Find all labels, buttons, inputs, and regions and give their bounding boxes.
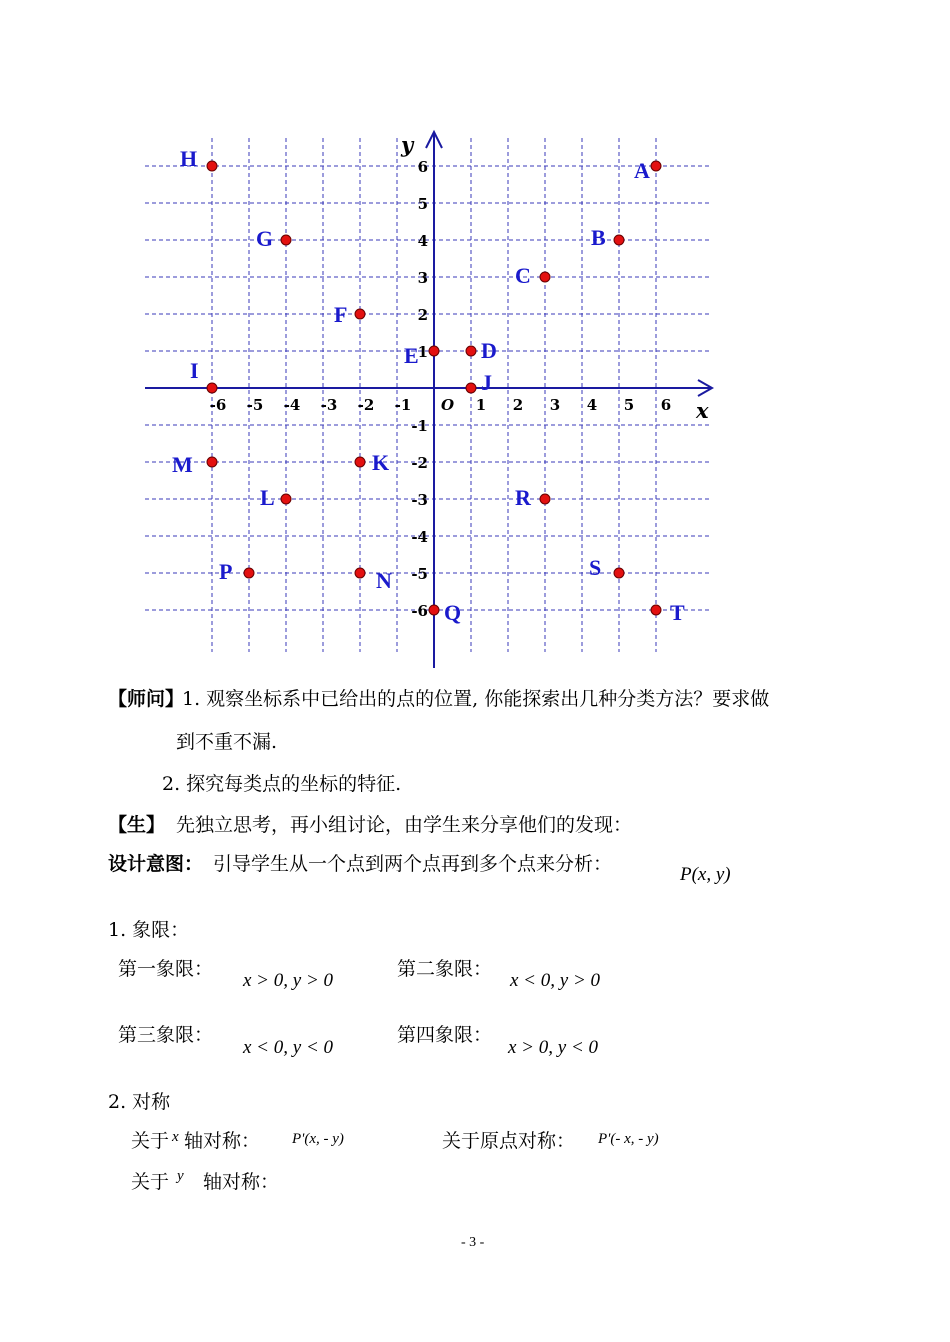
point-label-h: H xyxy=(180,146,198,171)
point-d xyxy=(466,346,476,356)
y-tick-label: -5 xyxy=(411,565,428,583)
quadrant-4-formula: x > 0, y < 0 xyxy=(508,1037,599,1058)
x-tick-label: -5 xyxy=(246,396,264,414)
y-tick-label: 3 xyxy=(417,269,428,287)
point-label-p: P xyxy=(219,559,233,584)
point-t xyxy=(651,605,661,615)
x-tick-label: 6 xyxy=(660,396,672,414)
point-c xyxy=(540,272,550,282)
point-label-j: J xyxy=(481,370,492,395)
teacher-question-1: 1. 观察坐标系中已给出的点的位置, 你能探索出几种分类方法？要求做 xyxy=(182,688,770,710)
x-axis-label: x xyxy=(696,398,709,423)
point-label-e: E xyxy=(404,343,419,368)
point-label-i: I xyxy=(190,358,199,383)
x-tick-label: -4 xyxy=(283,396,301,414)
teacher-question-1-continued: 到不重不漏. xyxy=(176,731,278,753)
origin-label: O xyxy=(441,396,455,414)
y-tick-label: 1 xyxy=(417,343,428,361)
quadrant-2-label: 第二象限： xyxy=(397,958,493,980)
x-tick-label: -2 xyxy=(357,396,375,414)
y-tick-label: -3 xyxy=(411,491,428,509)
quadrant-1-formula: x > 0, y > 0 xyxy=(243,970,334,991)
point-label-s: S xyxy=(589,555,602,580)
quadrant-2-formula: x < 0, y > 0 xyxy=(510,970,601,991)
quadrant-1-label: 第一象限： xyxy=(118,958,214,980)
sym-origin-formula: P'(- x, - y) xyxy=(598,1131,659,1147)
point-label-l: L xyxy=(260,485,275,510)
student-tag: 【生】 xyxy=(108,814,166,836)
point-label-b: B xyxy=(591,225,606,250)
teacher-question-2: 2. 探究每类点的坐标的特征. xyxy=(162,773,402,795)
x-tick-label: 3 xyxy=(549,396,561,414)
point-label-m: M xyxy=(172,452,193,477)
point-s xyxy=(614,568,624,578)
x-tick-label: 5 xyxy=(623,396,635,414)
y-tick-label: -4 xyxy=(411,528,428,546)
y-tick-label: 4 xyxy=(417,232,428,250)
point-label-a: A xyxy=(634,158,650,183)
point-r xyxy=(540,494,550,504)
section-1-title: 1. 象限： xyxy=(108,919,190,941)
y-tick-label: -1 xyxy=(411,417,428,435)
x-tick-label: -6 xyxy=(209,396,227,414)
y-tick-label: -2 xyxy=(411,454,428,472)
point-label-c: C xyxy=(515,263,531,288)
sym-x-prefix: 关于 xyxy=(131,1130,170,1152)
y-axis-label: y xyxy=(401,132,414,157)
page-number: - 3 - xyxy=(461,1235,485,1250)
design-tag: 设计意图： xyxy=(108,853,204,875)
x-tick-label: -3 xyxy=(320,396,338,414)
y-tick-label: -6 xyxy=(411,602,428,620)
point-label-q: Q xyxy=(444,600,462,625)
point-a xyxy=(651,161,661,171)
point-label-g: G xyxy=(256,226,274,251)
teacher-tag: 【师问】 xyxy=(108,688,185,710)
design-formula: P(x, y) xyxy=(680,864,731,885)
y-tick-label: 2 xyxy=(417,306,428,324)
point-h xyxy=(207,161,217,171)
point-e xyxy=(429,346,439,356)
sym-y-suffix: 轴对称： xyxy=(203,1171,280,1193)
point-label-t: T xyxy=(670,600,685,625)
point-j xyxy=(466,383,476,393)
point-label-k: K xyxy=(372,450,390,475)
point-m xyxy=(207,457,217,467)
sym-x-suffix: 轴对称： xyxy=(184,1130,261,1152)
point-label-f: F xyxy=(334,302,348,327)
point-f xyxy=(355,309,365,319)
y-tick-label: 6 xyxy=(417,158,428,176)
sym-y-var: y xyxy=(177,1168,184,1184)
point-g xyxy=(281,235,291,245)
quadrant-3-label: 第三象限： xyxy=(118,1024,214,1046)
sym-origin-label: 关于原点对称： xyxy=(442,1130,576,1152)
point-n xyxy=(355,568,365,578)
point-l xyxy=(281,494,291,504)
sym-x-formula: P'(x, - y) xyxy=(292,1131,344,1147)
point-i xyxy=(207,383,217,393)
x-tick-label: 1 xyxy=(475,396,487,414)
point-label-d: D xyxy=(481,338,497,363)
y-tick-label: 5 xyxy=(417,195,428,213)
point-b xyxy=(614,235,624,245)
x-tick-label: 4 xyxy=(586,396,598,414)
sym-y-prefix: 关于 xyxy=(131,1171,170,1193)
quadrant-4-label: 第四象限： xyxy=(397,1024,493,1046)
sym-x-var: x xyxy=(172,1129,179,1145)
point-k xyxy=(355,457,365,467)
design-text: 引导学生从一个点到两个点再到多个点来分析： xyxy=(213,853,613,875)
x-tick-label: 2 xyxy=(512,396,524,414)
quadrant-3-formula: x < 0, y < 0 xyxy=(243,1037,334,1058)
point-p xyxy=(244,568,254,578)
point-label-n: N xyxy=(376,568,392,593)
x-tick-label: -1 xyxy=(394,396,412,414)
section-2-title: 2. 对称 xyxy=(108,1091,171,1113)
point-q xyxy=(429,605,439,615)
student-text: 先独立思考，再小组讨论，由学生来分享他们的发现： xyxy=(176,814,633,836)
point-label-r: R xyxy=(515,485,531,510)
